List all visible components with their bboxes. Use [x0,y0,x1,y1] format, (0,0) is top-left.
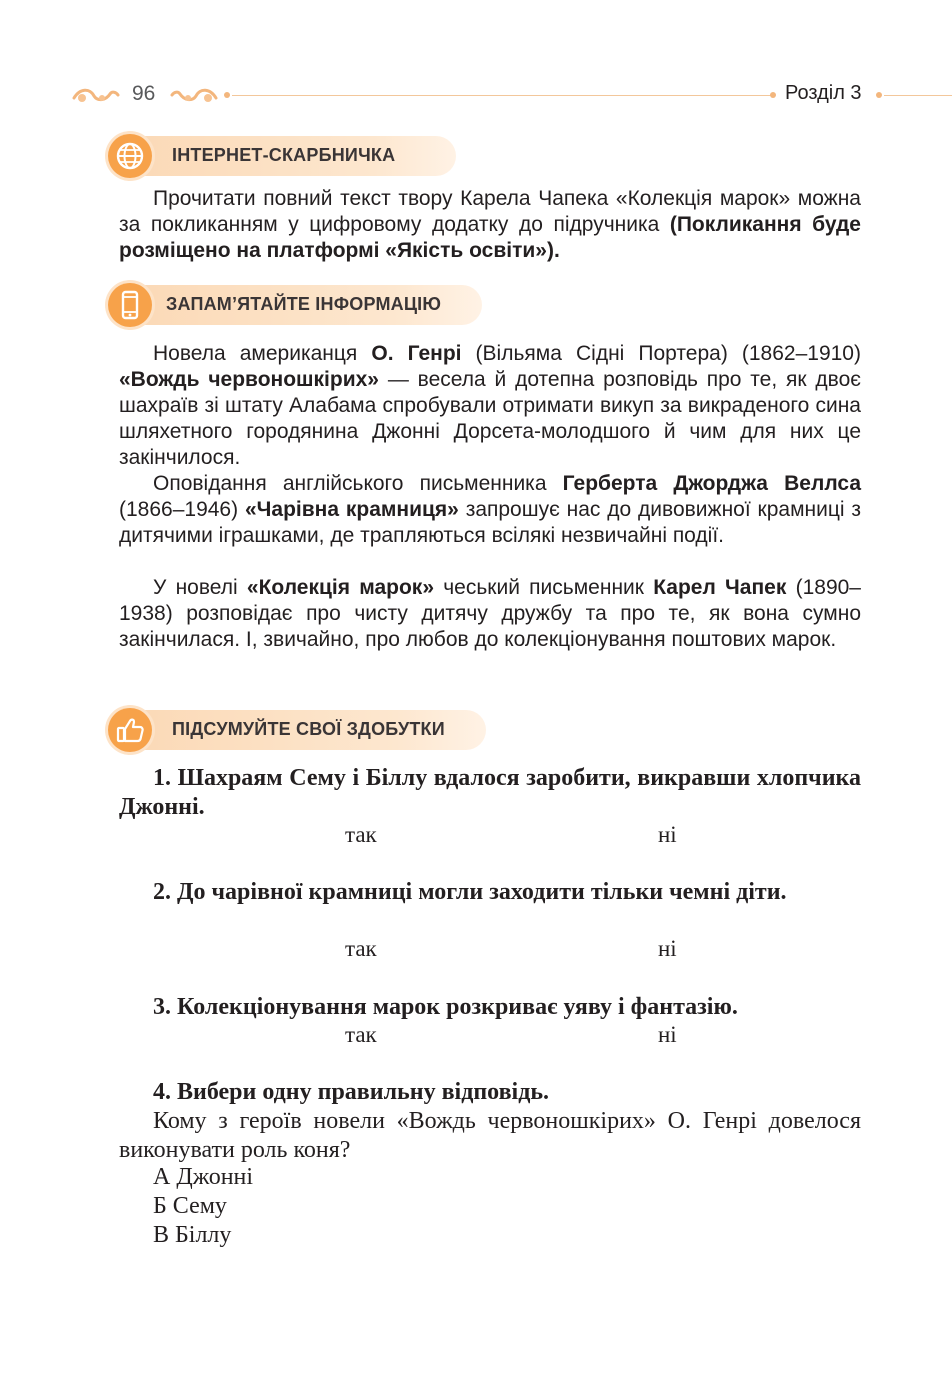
question-4-text: Кому з героїв новели «Вождь червоношкірих» О. Генрі довелося виконувати роль коня? [119,1108,861,1163]
question-1: 1. Шахраям Сему і Біллу вдалося заробити, викравши хлопчика Джонні. [119,765,861,820]
remember-banner [108,283,484,327]
page-number: 96 [132,82,156,105]
remember-paragraph-1: Новела американця О. Генрі (Вільяма Сідні Портера) (1862–1910) «Вождь червоношкірих» — весела й дотепна розповідь про те, як двоє шахраїв зі штату Алабама спробували отримати викуп за викраденого сина шляхетного городянина Джонні Дорсета-молодшого й чим для них це закінчилося. [119,342,861,469]
globe-icon [108,134,152,178]
page-header [0,78,952,112]
remember-paragraph-3: У новелі «Колекція марок» чеський письменник Карел Чапек (1890–1938) розповідає про чисту дитячу дружбу та про те, як вона сумно закінчилася. І, звичайно, про любов до колекціонування поштових марок. [119,576,861,651]
internet-banner-title: ІНТЕРНЕТ-СКАРБНИЧКА [172,145,396,165]
question-2: 2. До чарівної крамниці могли заходити тільки чемні діти. [153,879,787,905]
option-a[interactable]: А Джонні [153,1164,254,1190]
option-c[interactable]: В Біллу [153,1222,232,1248]
internet-text: Прочитати повний текст твору Карела Чапека «Колекція марок» можна за покликанням у цифровому додатку до підручника [119,187,861,236]
header-line [884,95,952,96]
question-3: 3. Колекціонування марок розкриває уяву і фантазію. [153,994,738,1020]
answer-yes-3: так [345,1022,377,1047]
answer-yes-1: так [345,822,377,847]
remember-paragraph-2: Оповідання англійського письменника Герберта Джорджа Веллса (1866–1946) «Чарівна крамниця» запрошує нас до дивовижної крамниці з дитячими іграшками, де трапляються всілякі незвичайні події. [119,472,862,547]
results-banner [108,708,488,752]
thumbs-up-icon [108,708,152,752]
answer-yes-2: так [345,936,377,961]
answer-no-3: ні [658,1022,677,1047]
answer-no-1: ні [658,822,677,847]
header-dot [770,92,776,98]
header-dot [876,92,882,98]
internet-banner [108,134,458,178]
smartphone-icon [108,283,152,327]
question-4-title: 4. Вибери одну правильну відповідь. [153,1079,550,1105]
left-ornament-icon [72,86,120,106]
remember-banner-title: ЗАПАМ’ЯТАЙТЕ ІНФОРМАЦІЮ [166,294,442,314]
internet-text-bold: (Покликання буде розміщено на платформі «Якість освіти»). [119,213,861,262]
option-b[interactable]: Б Сему [153,1193,227,1219]
answer-no-2: ні [658,936,677,961]
results-banner-title: ПІДСУМУЙТЕ СВОЇ ЗДОБУТКИ [172,719,445,739]
header-dot [224,92,230,98]
header-line [232,95,772,96]
right-ornament-icon [170,86,218,106]
internet-paragraph [119,186,861,264]
section-label: Розділ 3 [785,82,862,104]
